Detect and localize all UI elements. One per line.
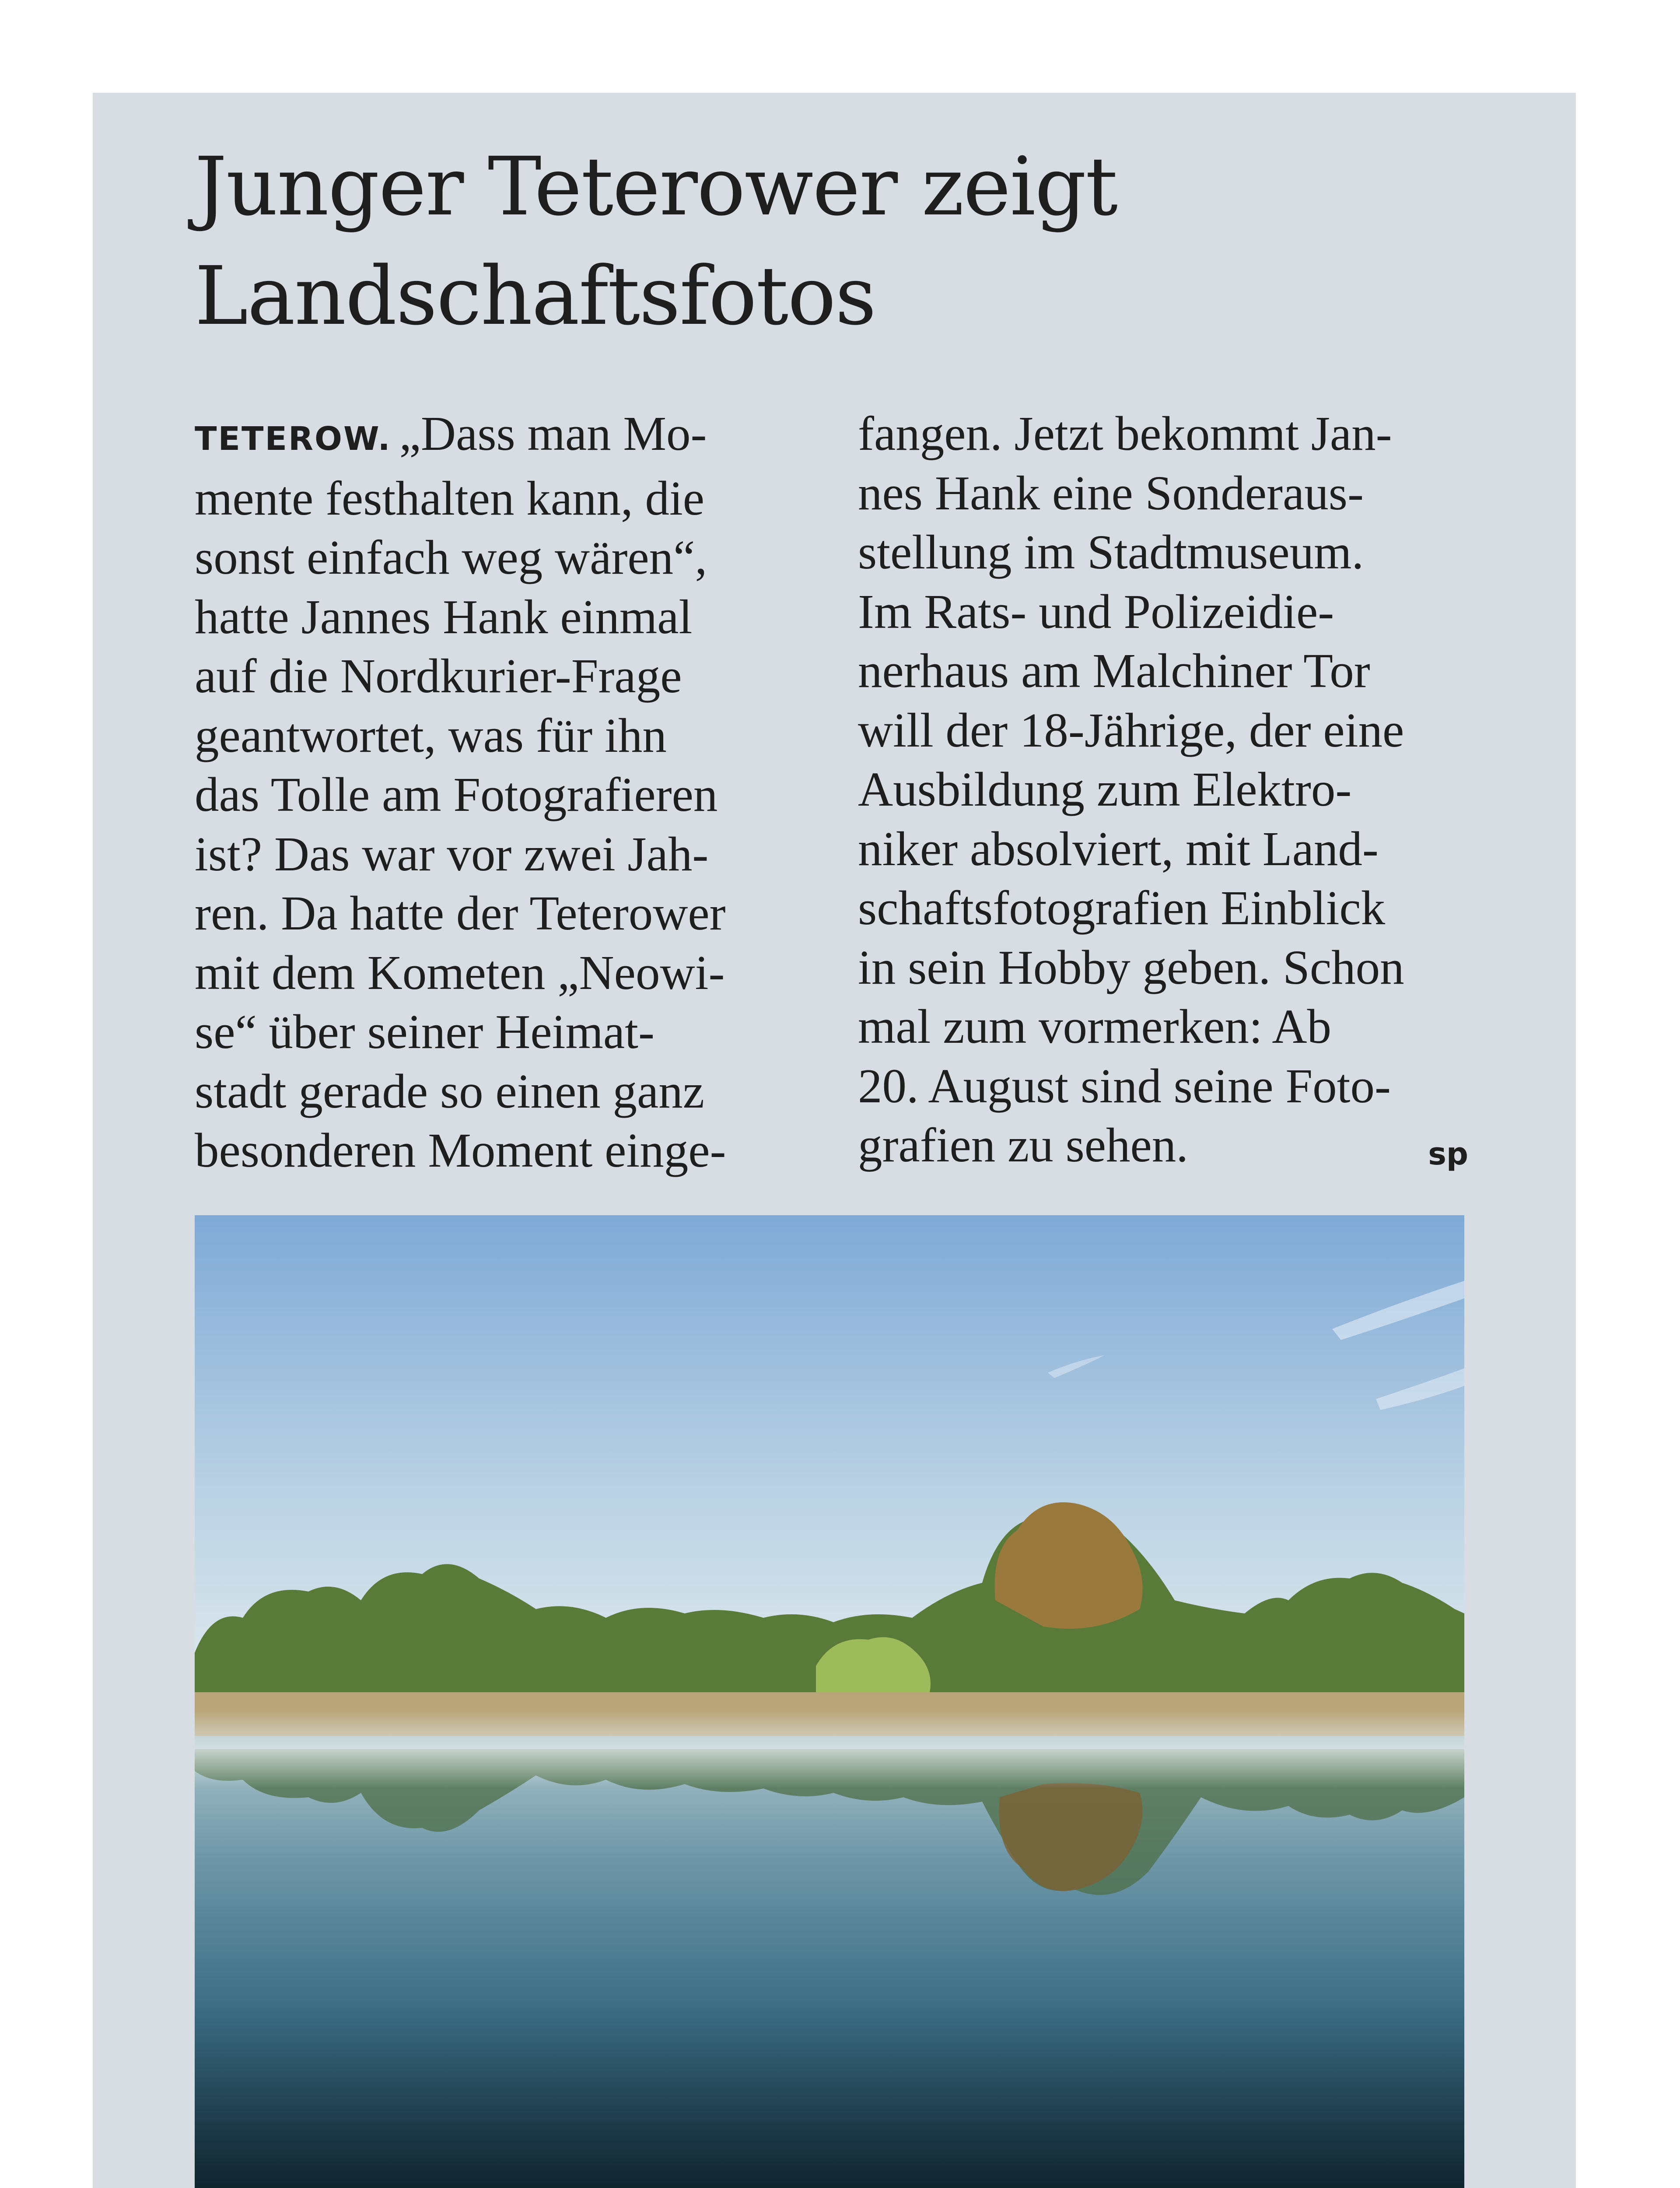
- text-line: besonderen Moment einge-: [195, 1124, 726, 1178]
- text-line: Ausbildung zum Elektro-: [858, 763, 1352, 817]
- text-line: nerhaus am Malchiner Tor: [858, 644, 1370, 698]
- text-line: mal zum vormerken: Ab: [858, 1000, 1331, 1054]
- text-line: stellung im Stadtmuseum.: [858, 526, 1364, 579]
- text-line: nes Hank eine Sonderaus-: [858, 466, 1364, 520]
- text-line: 20. August sind seine Foto-: [858, 1059, 1391, 1113]
- text-line: mente festhalten kann, die: [195, 471, 705, 526]
- text-line: „Dass man Mo-: [399, 407, 707, 461]
- article-column-left: [195, 404, 805, 1181]
- text-line: niker absolviert, mit Land-: [858, 822, 1379, 876]
- article-column-right: [858, 404, 1468, 1184]
- text-line: mit dem Kometen „Neowi-: [195, 946, 725, 1000]
- text-line: will der 18-Jährige, der eine: [858, 703, 1404, 757]
- text-line: das Tolle am Fotografieren: [195, 768, 718, 822]
- headline-line-2: Landschaftsfotos: [195, 249, 876, 343]
- headline: [195, 132, 1507, 351]
- text-line: Im Rats- und Polizeidie-: [858, 585, 1334, 639]
- text-line: hatte Jannes Hank einmal: [195, 590, 693, 644]
- text-line: schaftsfotografien Einblick: [858, 881, 1386, 935]
- text-line: in sein Hobby geben. Schon: [858, 940, 1404, 995]
- headline-line-1: Junger Teterower zeigt: [195, 140, 1117, 234]
- text-line: geantwortet, was für ihn: [195, 708, 667, 763]
- text-line: sonst einfach weg wären“,: [195, 531, 707, 585]
- text-line: se“ über seiner Heimat-: [195, 1005, 654, 1059]
- landscape-photo: [195, 1215, 1464, 2188]
- text-line: fangen. Jetzt bekommt Jan-: [858, 407, 1392, 461]
- mist: [195, 1710, 1464, 1788]
- text-line: stadt gerade so einen ganz: [195, 1064, 705, 1119]
- dateline: TETEROW.: [195, 420, 392, 458]
- text-line: auf die Nordkurier-Frage: [195, 649, 682, 703]
- text-line: ist? Das war vor zwei Jah-: [195, 827, 709, 881]
- text-line: ren. Da hatte der Teterower: [195, 887, 726, 940]
- author-initials: sp: [1428, 1136, 1468, 1172]
- article-panel: [93, 93, 1576, 2188]
- text-line: grafien zu sehen.: [858, 1119, 1189, 1172]
